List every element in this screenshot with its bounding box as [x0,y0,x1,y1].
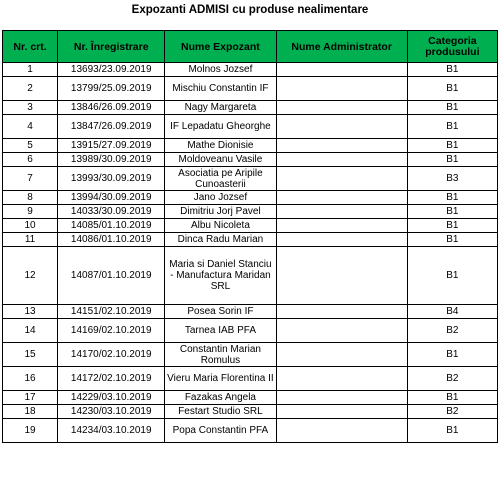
cell-nr: 2 [3,77,58,101]
table-row [3,419,498,443]
cell-exhibitor-name: Constantin Marian Romulus [165,343,276,367]
cell-administrator [276,63,407,77]
cell-registration: 13915/27.09.2019 [58,139,165,153]
cell-nr: 10 [3,219,58,233]
cell-category: B1 [407,77,497,101]
table-row [3,167,498,191]
cell-registration: 14234/03.10.2019 [58,419,165,443]
cell-category: B1 [407,115,497,139]
cell-administrator [276,205,407,219]
cell-nr: 14 [3,319,58,343]
cell-category: B1 [407,205,497,219]
cell-administrator [276,367,407,391]
cell-exhibitor-name: Dimitriu Jorj Pavel [165,205,276,219]
cell-administrator [276,391,407,405]
cell-category: B1 [407,343,497,367]
table-row [3,153,498,167]
cell-nr: 1 [3,63,58,77]
column-header-nr: Nr. crt. [3,31,58,63]
cell-exhibitor-name: Molnos Jozsef [165,63,276,77]
cell-category: B3 [407,167,497,191]
cell-administrator [276,77,407,101]
table-row [3,343,498,367]
table-row [3,391,498,405]
cell-administrator [276,233,407,247]
cell-exhibitor-name: Dinca Radu Marian [165,233,276,247]
cell-category: B2 [407,405,497,419]
cell-nr: 12 [3,247,58,305]
cell-administrator [276,139,407,153]
cell-nr: 8 [3,191,58,205]
cell-nr: 9 [3,205,58,219]
cell-category: B1 [407,391,497,405]
cell-registration: 14229/03.10.2019 [58,391,165,405]
cell-exhibitor-name: Festart Studio SRL [165,405,276,419]
cell-nr: 16 [3,367,58,391]
table-row [3,115,498,139]
table-row [3,405,498,419]
cell-nr: 5 [3,139,58,153]
cell-exhibitor-name: Asociatia pe Aripile Cunoasterii [165,167,276,191]
cell-exhibitor-name: Jano Jozsef [165,191,276,205]
table-row [3,219,498,233]
cell-registration: 14085/01.10.2019 [58,219,165,233]
cell-registration: 14172/02.10.2019 [58,367,165,391]
cell-registration: 14169/02.10.2019 [58,319,165,343]
cell-registration: 14087/01.10.2019 [58,247,165,305]
cell-category: B1 [407,247,497,305]
cell-registration: 13994/30.09.2019 [58,191,165,205]
cell-exhibitor-name: Tarnea IAB PFA [165,319,276,343]
cell-exhibitor-name: IF Lepadatu Gheorghe [165,115,276,139]
table-row [3,305,498,319]
cell-nr: 4 [3,115,58,139]
cell-exhibitor-name: Fazakas Angela [165,391,276,405]
cell-registration: 13693/23.09.2019 [58,63,165,77]
cell-nr: 17 [3,391,58,405]
cell-registration: 13799/25.09.2019 [58,77,165,101]
document-title: Expozanti ADMISI cu produse nealimentare [131,4,369,16]
cell-category: B4 [407,305,497,319]
cell-administrator [276,343,407,367]
cell-nr: 18 [3,405,58,419]
cell-nr: 3 [3,101,58,115]
cell-registration: 14230/03.10.2019 [58,405,165,419]
table-row [3,77,498,101]
cell-category: B1 [407,101,497,115]
cell-administrator [276,167,407,191]
cell-category: B1 [407,191,497,205]
cell-registration: 13847/26.09.2019 [58,115,165,139]
table-row [3,233,498,247]
cell-administrator [276,405,407,419]
cell-nr: 6 [3,153,58,167]
table-row [3,101,498,115]
cell-administrator [276,191,407,205]
cell-category: B1 [407,63,497,77]
table-row [3,205,498,219]
cell-registration: 14151/02.10.2019 [58,305,165,319]
cell-administrator [276,319,407,343]
cell-administrator [276,419,407,443]
cell-exhibitor-name: Nagy Margareta [165,101,276,115]
cell-exhibitor-name: Mischiu Constantin IF [165,77,276,101]
cell-exhibitor-name: Posea Sorin IF [165,305,276,319]
cell-registration: 13993/30.09.2019 [58,167,165,191]
table-row [3,139,498,153]
cell-category: B1 [407,419,497,443]
cell-registration: 14033/30.09.2019 [58,205,165,219]
cell-exhibitor-name: Moldoveanu Vasile [165,153,276,167]
cell-exhibitor-name: Vieru Maria Florentina II [165,367,276,391]
cell-category: B2 [407,367,497,391]
cell-nr: 15 [3,343,58,367]
cell-registration: 14170/02.10.2019 [58,343,165,367]
cell-administrator [276,247,407,305]
cell-administrator [276,115,407,139]
cell-nr: 7 [3,167,58,191]
table-row [3,367,498,391]
cell-category: B1 [407,219,497,233]
cell-exhibitor-name: Popa Constantin PFA [165,419,276,443]
table-row [3,319,498,343]
cell-registration: 14086/01.10.2019 [58,233,165,247]
cell-category: B2 [407,319,497,343]
cell-nr: 13 [3,305,58,319]
cell-category: B1 [407,233,497,247]
column-header-registration: Nr. Înregistrare [58,31,165,63]
cell-administrator [276,219,407,233]
cell-registration: 13846/26.09.2019 [58,101,165,115]
cell-nr: 11 [3,233,58,247]
table-header-row [3,31,498,63]
cell-administrator [276,153,407,167]
cell-exhibitor-name: Maria si Daniel Stanciu - Manufactura Maridan SRL [165,247,276,305]
cell-registration: 13989/30.09.2019 [58,153,165,167]
exhibitors-table [2,30,498,443]
table-row [3,63,498,77]
cell-category: B1 [407,153,497,167]
table-row [3,191,498,205]
table-row [3,247,498,305]
cell-nr: 19 [3,419,58,443]
cell-exhibitor-name: Mathe Dionisie [165,139,276,153]
column-header-category: Categoria produsului [407,31,497,63]
cell-administrator [276,101,407,115]
cell-administrator [276,305,407,319]
cell-category: B1 [407,139,497,153]
cell-exhibitor-name: Albu Nicoleta [165,219,276,233]
column-header-administrator: Nume Administrator [276,31,407,63]
column-header-exhibitor: Nume Expozant [165,31,276,63]
